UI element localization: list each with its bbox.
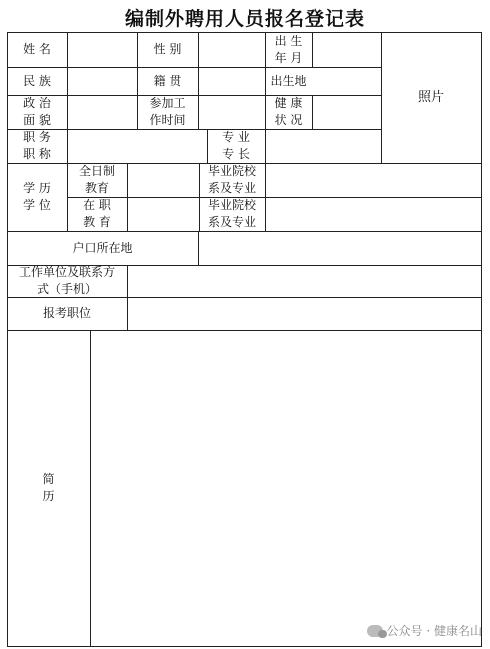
label-inservice-school: 毕业院校 系及专业 xyxy=(207,198,256,229)
native-place-field[interactable] xyxy=(199,68,264,94)
label-gender: 性 别 xyxy=(153,42,182,56)
work-start-field[interactable] xyxy=(199,96,264,128)
gender-field[interactable] xyxy=(199,33,264,66)
political-field[interactable] xyxy=(68,96,136,128)
registration-form-table xyxy=(7,32,482,647)
label-ethnicity: 民 族 xyxy=(23,73,51,88)
specialty-field[interactable] xyxy=(266,130,380,162)
label-position: 报考职位 xyxy=(42,306,91,320)
work-contact-field[interactable] xyxy=(128,266,480,296)
health-field[interactable] xyxy=(313,96,380,128)
label-health: 健 康 状 况 xyxy=(274,96,303,127)
resume-field[interactable] xyxy=(91,331,480,645)
inservice-field[interactable] xyxy=(128,198,198,230)
inservice-school-field[interactable] xyxy=(266,198,480,230)
name-field[interactable] xyxy=(68,33,136,66)
label-specialty: 专 业 专 长 xyxy=(222,130,250,161)
watermark-text: 公众号 · 健康名山 xyxy=(386,624,482,638)
ethnicity-field[interactable] xyxy=(68,68,136,94)
watermark xyxy=(367,622,482,639)
label-native-place: 籍 贯 xyxy=(153,73,182,88)
label-education: 学 历 学 位 xyxy=(23,181,51,212)
photo-placeholder: 照片 xyxy=(417,90,444,105)
fulltime-school-field[interactable] xyxy=(266,164,480,196)
wechat-icon xyxy=(367,625,383,637)
birth-field[interactable] xyxy=(313,33,380,66)
label-political: 政 治 面 貌 xyxy=(23,96,51,127)
label-work-start: 参加工 作时间 xyxy=(149,96,186,127)
hukou-field[interactable] xyxy=(199,232,480,264)
birthplace-field[interactable] xyxy=(313,68,380,94)
table-border-right xyxy=(481,32,482,647)
label-birthplace: 出生地 xyxy=(270,73,307,88)
label-birth: 出 生 年 月 xyxy=(274,33,303,65)
label-work-contact: 工作单位及联系方 式（手机） xyxy=(18,265,115,296)
table-border-bottom xyxy=(7,646,482,647)
label-name: 姓 名 xyxy=(23,42,51,56)
label-fulltime: 全日制 教育 xyxy=(78,164,115,195)
label-hukou: 户口所在地 xyxy=(72,240,133,255)
label-title-rank: 职 务 职 称 xyxy=(23,130,51,161)
label-inservice: 在 职 教 育 xyxy=(83,198,111,229)
title-rank-field[interactable] xyxy=(68,130,206,162)
label-resume: 简 历 xyxy=(42,472,55,503)
fulltime-field[interactable] xyxy=(128,164,198,196)
label-fulltime-school: 毕业院校 系及专业 xyxy=(207,164,256,195)
position-field[interactable] xyxy=(128,298,480,329)
form-title: 编制外聘用人员报名登记表 xyxy=(124,8,365,30)
